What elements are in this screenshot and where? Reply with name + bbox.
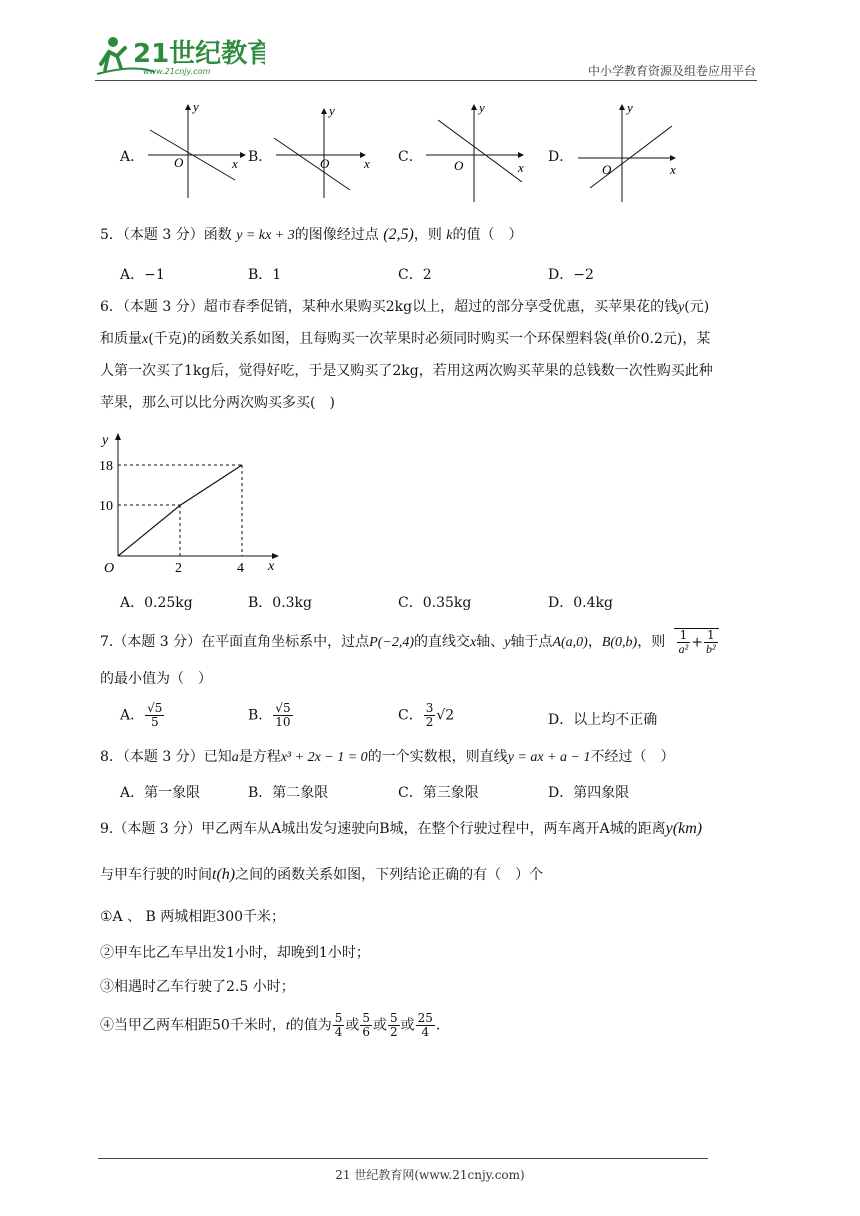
q6-option-c: C．0.35kg — [398, 595, 472, 611]
q4-option-graphs — [0, 98, 860, 208]
question-8: 8．（本题 3 分）已知a是方程x³ + 2x − 1 = 0的一个实数根，则直线y = ax + a − 1不经过（ ） — [100, 749, 675, 765]
logo-text: 21世纪教育 — [133, 39, 265, 69]
x-tick-2: 2 — [175, 561, 182, 576]
question-6-line-4: 苹果，那么可以比分两次购买多买( ) — [100, 395, 335, 411]
svg-text:y: y — [193, 99, 199, 114]
q7-option-c: C． $\frac{3}{2}$ √2 — [398, 701, 455, 729]
q9-statement-1: ①A 、 B 两城相距300千米； — [100, 909, 286, 925]
header-divider — [95, 80, 757, 81]
q7-option-a: A． $\frac{√5}{5}$ — [120, 701, 163, 729]
question-7-line-2: 的最小值为（ ） — [100, 671, 212, 687]
footer-text: 21 世纪教育网(www.21cnjy.com) — [335, 1168, 525, 1182]
footer-divider — [98, 1158, 708, 1159]
svg-text:O: O — [174, 155, 184, 170]
y-tick-10: 10 — [99, 499, 113, 514]
q9-statement-4: ④当甲乙两车相距50千米时，t的值为 $\frac{5}{4}$ 或 $\frac{5}{6}$ 或 $\frac{5}{2}$ 或 $\frac{25}{4}$ ． — [100, 1011, 450, 1039]
q4-graph-d — [570, 98, 685, 208]
question-6-line-1: 6．（本题 3 分）超市春季促销，某种水果购买2kg以上，超过的部分享受优惠，买苹果花的钱y(元) — [100, 299, 710, 315]
q8-option-b: B．第二象限 — [248, 785, 329, 801]
q6-option-a: A．0.25kg — [120, 595, 193, 611]
svg-text:O: O — [602, 162, 612, 177]
q5-option-c: C．2 — [398, 267, 432, 283]
q6-option-d: D．0.4kg — [548, 595, 613, 611]
question-7-line-1: 7.（本题 3 分）在平面直角坐标系中，过点P(−2,4)的直线交x轴、y轴于点A(a,0)，B(0,b)，则 $\frac{1}{\text{a²}}$ + $\frac{1}{\text{b²}}$ — [100, 628, 719, 656]
q9-statement-2: ②甲车比乙车早出发1小时，却晚到1小时； — [100, 945, 370, 961]
q4-graph-c — [418, 98, 533, 208]
q5-option-a: A．−1 — [120, 267, 165, 283]
svg-text:y: y — [102, 433, 109, 448]
q4-option-a-label: A． — [120, 149, 145, 165]
svg-text:y: y — [627, 100, 633, 115]
svg-text:y: y — [479, 100, 485, 115]
svg-text:x: x — [232, 156, 238, 171]
q4-option-b-label: B． — [248, 149, 273, 165]
q8-option-c: C．第三象限 — [398, 785, 479, 801]
q7-option-d: D．以上均不正确 — [548, 712, 658, 728]
svg-text:x: x — [268, 559, 275, 574]
q6-option-b: B．0.3kg — [248, 595, 312, 611]
question-9-line-1: 9.（本题 3 分）甲乙两车从A城出发匀速驶向B城，在整个行驶过程中，两车离开A城的距离y(km) — [100, 820, 703, 837]
q9-statement-3: ③相遇时乙车行驶了2.5 小时； — [100, 979, 295, 995]
svg-text:O: O — [320, 156, 330, 171]
q7-option-b: B． $\frac{√5}{10}$ — [248, 701, 291, 729]
logo-url: www.21cnjy.com — [143, 67, 211, 76]
sqrt-expression: $\frac{1}{\text{a²}}$ + $\frac{1}{\text{b²}}$ — [674, 628, 719, 656]
y-tick-18: 18 — [99, 459, 113, 474]
q5-option-b: B．1 — [248, 267, 282, 283]
svg-text:x: x — [670, 162, 676, 177]
svg-text:x: x — [518, 160, 524, 175]
header-slogan: 中小学教育资源及组卷应用平台 — [587, 64, 756, 78]
q8-option-a: A．第一象限 — [120, 785, 201, 801]
q4-option-d-label: D． — [548, 149, 574, 165]
q4-graph-b — [268, 98, 378, 208]
x-tick-4: 4 — [237, 561, 244, 576]
question-6-line-3: 人第一次买了1kg后，觉得好吃，于是又购买了2kg，若用这两次购买苹果的总钱数一次性购买此种 — [100, 363, 713, 379]
question-5: 5．（本题 3 分）函数 y = kx + 3的图像经过点 (2,5)，则 k的值（ ） — [100, 226, 523, 243]
site-logo — [95, 34, 265, 78]
svg-text:x: x — [364, 156, 370, 171]
q8-option-d: D．第四象限 — [548, 785, 630, 801]
q4-option-c-label: C． — [398, 149, 423, 165]
question-6-line-2: 和质量x(千克)的函数关系如图，且每购买一次苹果时必须同时购买一个环保塑料袋(单价0.2元)，某 — [100, 331, 711, 347]
svg-text:O: O — [104, 561, 115, 576]
svg-text:O: O — [454, 158, 464, 173]
q6-price-graph — [96, 428, 296, 578]
q4-graph-a — [140, 98, 250, 208]
svg-text:y: y — [329, 103, 335, 118]
q5-option-d: D．−2 — [548, 267, 594, 283]
question-9-line-2: 与甲车行驶的时间t(h)之间的函数关系如图，下列结论正确的有（ ）个 — [100, 866, 544, 883]
